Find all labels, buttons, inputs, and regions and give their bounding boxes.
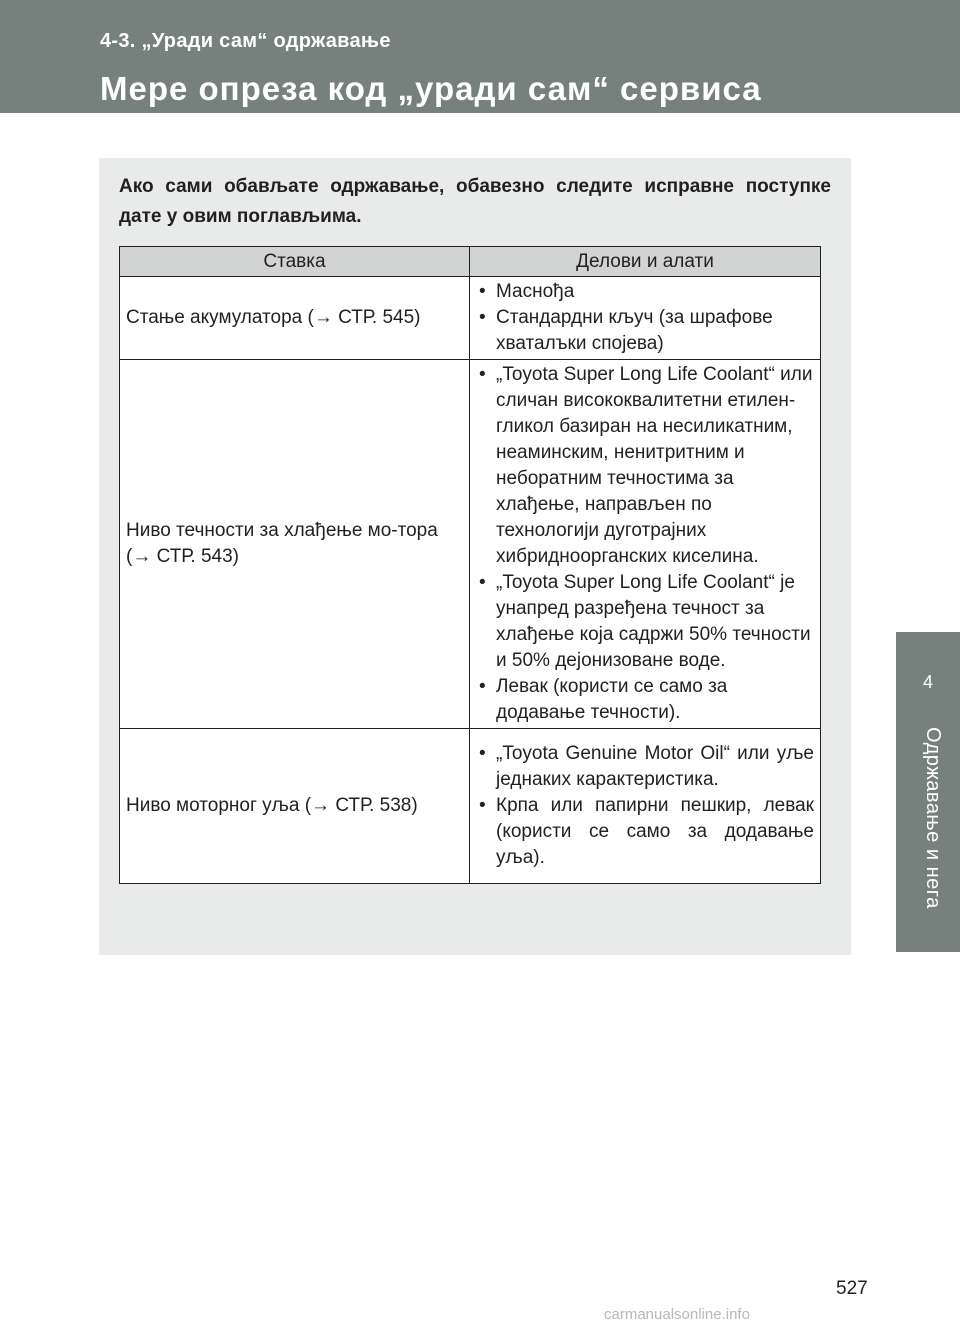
list-item: • „Toyota Super Long Life Coolant“ је унапред разређена течност за хлађење која садржи 50% течности и 50% дејонизоване воде. xyxy=(476,570,814,674)
chapter-side-tab[interactable] xyxy=(896,632,960,952)
list-item: • Крпа или папирни пешкир, левак (користи се само за додавање уља). xyxy=(476,793,814,871)
table-header-row xyxy=(120,247,821,277)
list-item: • Левак (користи се само за додавање течности). xyxy=(476,674,814,726)
table-row xyxy=(120,729,821,884)
row-tools-coolant xyxy=(470,360,821,729)
intro-text: Ако сами обављате одржавање, обавезно следите исправне поступке дате у овим поглављима. xyxy=(119,176,831,227)
page-title: Мере опреза код „уради сам“ сервиса xyxy=(100,70,762,107)
list-item: • Стандардни кључ (за шрафове хваталъки спојева) xyxy=(476,305,814,357)
tools-list xyxy=(476,362,814,726)
row-item-battery: Стање акумулатора (→ СТР. 545) xyxy=(120,277,470,360)
page-number: 527 xyxy=(836,1278,868,1299)
table-row xyxy=(120,360,821,729)
row-tools-engine-oil xyxy=(470,729,821,884)
list-item: • „Toyota Super Long Life Coolant“ или сличан висококвалитетни етилен-гликол базиран на несиликатним, неаминским, ненитритним и неборатним течностима за хлађење, направљен по технологији дуготрајних хибридноорганских киселина. xyxy=(476,362,814,570)
chapter-number: 4 xyxy=(922,672,933,692)
row-item-engine-oil: Ниво моторног уља (→ СТР. 538) xyxy=(120,729,470,884)
list-item: • Маснођа xyxy=(476,279,814,305)
header-bar xyxy=(0,0,960,113)
parts-table xyxy=(119,246,821,884)
table-row xyxy=(120,277,821,360)
column-header-item: Ставка xyxy=(120,247,470,277)
row-item-coolant: Ниво течности за хлађење мо-тора (→ СТР. 543) xyxy=(120,360,470,729)
chapter-label: Одржавање и нега xyxy=(922,727,944,909)
tools-list xyxy=(476,741,814,871)
watermark: carmanualsonline.info xyxy=(604,1306,750,1323)
section-label: 4-3. „Уради сам“ одржавање xyxy=(100,30,391,52)
row-tools-battery xyxy=(470,277,821,360)
tools-list xyxy=(476,279,814,357)
column-header-tools: Делови и алати xyxy=(470,247,821,277)
info-panel xyxy=(99,158,851,955)
list-item: • „Toyota Genuine Motor Oil“ или уље једнаких карактеристика. xyxy=(476,741,814,793)
